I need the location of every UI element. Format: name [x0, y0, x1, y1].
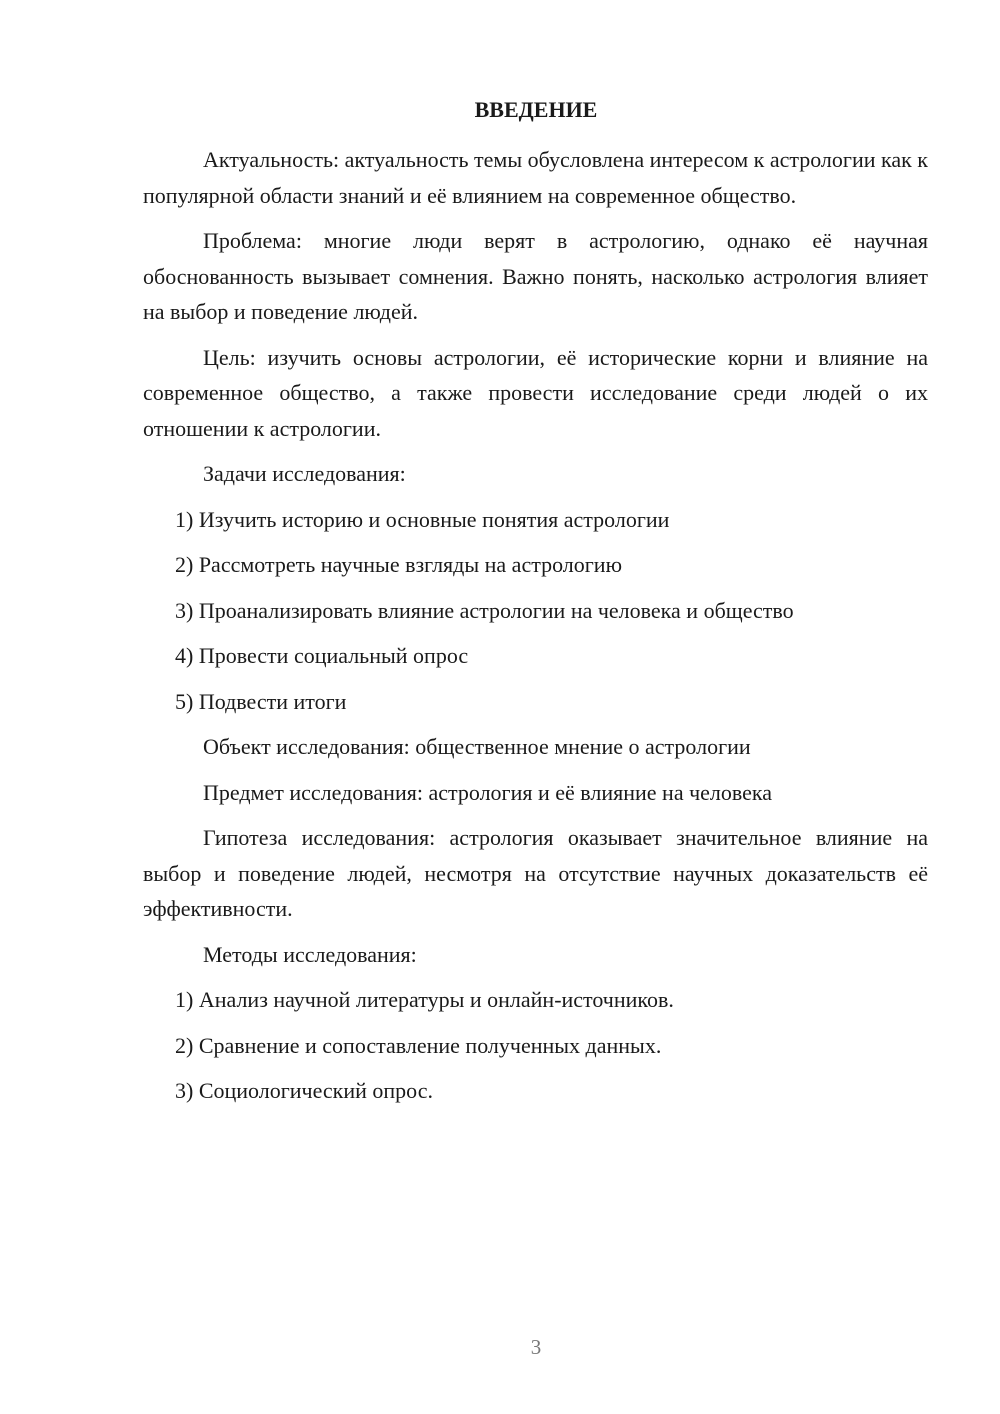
list-item: 5) Подвести итоги — [175, 688, 347, 714]
tasks-list — [143, 502, 928, 720]
object-paragraph: Объект исследования: общественное мнение о астрологии — [203, 734, 751, 759]
list-item: 2) Сравнение и сопоставление полученных данных. — [175, 1032, 662, 1058]
document-body — [143, 142, 928, 1119]
methods-list — [143, 982, 928, 1109]
list-item: 3) Социологический опрос. — [175, 1078, 433, 1103]
tasks-heading: Задачи исследования: — [203, 461, 406, 486]
goal-paragraph: Цель: изучить основы астрологии, её исторические корни и влияние на современное общество, а также провести исследование среди людей о их отношении к астрологии. — [143, 344, 928, 441]
relevance-paragraph: Актуальность: актуальность темы обусловлена интересом к астрологии как к популярной области знаний и её влиянием на современное общество. — [143, 147, 928, 208]
problem-paragraph: Проблема: многие люди верят в астрологию, однако её научная обоснованность вызывает сомнения. Важно понять, насколько астрология влияет на выбор и поведение людей. — [143, 228, 928, 324]
methods-heading: Методы исследования: — [203, 941, 417, 967]
list-item: 2) Рассмотреть научные взгляды на астрологию — [175, 552, 623, 577]
page-title: ВВЕДЕНИЕ — [474, 97, 598, 122]
subject-paragraph: Предмет исследования: астрология и её влияние на человека — [203, 779, 773, 805]
page-number: 3 — [530, 1335, 542, 1359]
list-item: 1) Изучить историю и основные понятия астрологии — [175, 506, 670, 532]
hypothesis-paragraph: Гипотеза исследования: астрология оказывает значительное влияние на выбор и поведение людей, несмотря на отсутствие научных доказательств её эффективности. — [143, 825, 928, 921]
list-item: 1) Анализ научной литературы и онлайн-источников. — [175, 987, 674, 1012]
list-item: 3) Проанализировать влияние астрологии на человека и общество — [175, 597, 794, 623]
list-item: 4) Провести социальный опрос — [175, 643, 469, 668]
